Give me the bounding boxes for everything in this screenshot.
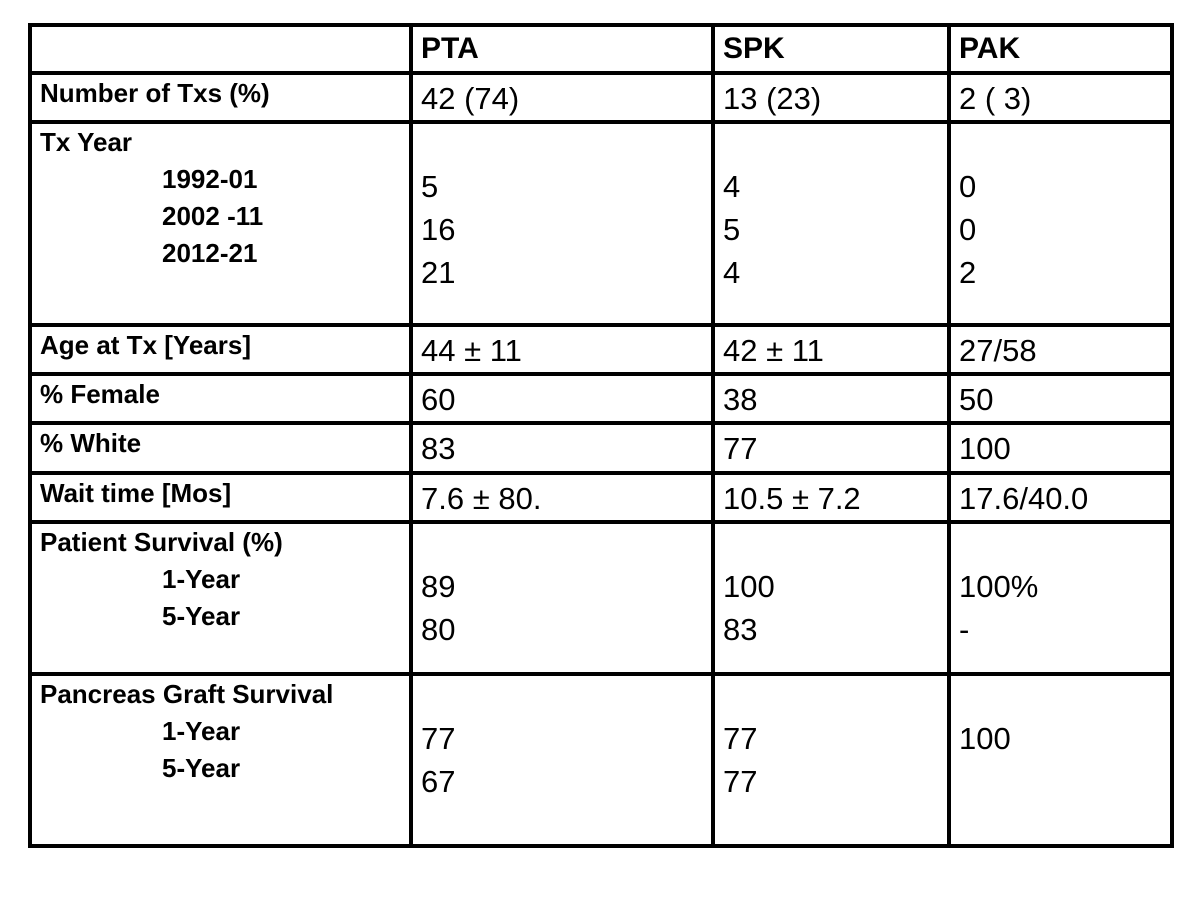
row-label: % Female [40,379,160,409]
cell-spk: 38 [723,382,758,417]
cell-spk: 13 (23) [723,81,822,116]
cell-value: 77 [421,721,456,756]
cell-value: 77 [723,721,758,756]
cell-pak: 27/58 [959,333,1037,368]
row-label: Patient Survival (%) [40,527,283,557]
row-sublabel: 1992-01 [162,164,258,194]
row-label: Tx Year [40,127,133,157]
cell-pak [951,124,1170,294]
cell-value: 2 [959,255,977,290]
table-row-graft-survival [30,674,1172,846]
row-label: Pancreas Graft Survival [40,679,334,709]
cell-value: 100 [723,569,775,604]
cell-value: 5 [421,169,439,204]
cell-pta: 60 [421,382,456,417]
cell-pak: 17.6/40.0 [959,481,1089,516]
table-row-tx-year [30,122,1172,325]
row-label: Age at Tx [Years] [40,330,251,360]
cell-value: 83 [723,612,758,647]
cell-pta [413,676,711,803]
table-row-age [30,325,1172,374]
cell-value: 80 [421,612,456,647]
table-row-female [30,374,1172,423]
cell-pak: 50 [959,382,994,417]
cell-pta [413,124,711,294]
cell-value: 89 [421,569,456,604]
cell-value: 0 [959,212,977,247]
cell-pta: 42 (74) [421,81,520,116]
cell-value: - [959,612,970,647]
row-label-group [32,124,409,272]
header-row [30,25,1172,73]
cell-pta: 83 [421,431,456,466]
cell-value: 67 [421,764,456,799]
row-sublabel: 2002 -11 [162,201,264,231]
table-row-number-of-txs [30,73,1172,122]
cell-pta [413,524,711,651]
row-sublabel: 1-Year [162,716,241,746]
table-row-white [30,423,1172,473]
table-row-wait-time [30,473,1172,522]
cell-spk [715,124,947,294]
header-cell-pta: PTA [411,25,713,73]
transplant-outcomes-table [28,23,1174,848]
cell-value: 100 [959,721,1011,756]
row-label: Number of Txs (%) [40,78,270,108]
cell-spk: 10.5 ± 7.2 [723,481,861,516]
row-label: Wait time [Mos] [40,478,232,508]
row-sublabel: 5-Year [162,601,241,631]
cell-value: 0 [959,169,977,204]
cell-spk: 42 ± 11 [723,333,824,368]
header-cell-empty [30,25,411,73]
cell-value: 4 [723,169,741,204]
cell-spk: 77 [723,431,758,466]
header-cell-pak: PAK [949,25,1172,73]
row-label-group [32,524,409,635]
header-cell-spk: SPK [713,25,949,73]
cell-spk [715,676,947,803]
table-row-patient-survival [30,522,1172,674]
cell-value: 16 [421,212,456,247]
cell-value: 21 [421,255,456,290]
cell-pta: 44 ± 11 [421,333,522,368]
cell-pak: 100 [959,431,1011,466]
row-sublabel: 2012-21 [162,238,258,268]
row-label-group [32,676,409,787]
cell-pak [951,676,1170,760]
cell-value: 4 [723,255,741,290]
row-label: % White [40,428,142,458]
cell-pak: 2 ( 3) [959,81,1032,116]
row-sublabel: 1-Year [162,564,241,594]
cell-value: 5 [723,212,741,247]
cell-value: 77 [723,764,758,799]
cell-spk [715,524,947,651]
row-sublabel: 5-Year [162,753,241,783]
cell-pta: 7.6 ± 80. [421,481,542,516]
cell-pak [951,524,1170,651]
cell-value: 100% [959,569,1039,604]
